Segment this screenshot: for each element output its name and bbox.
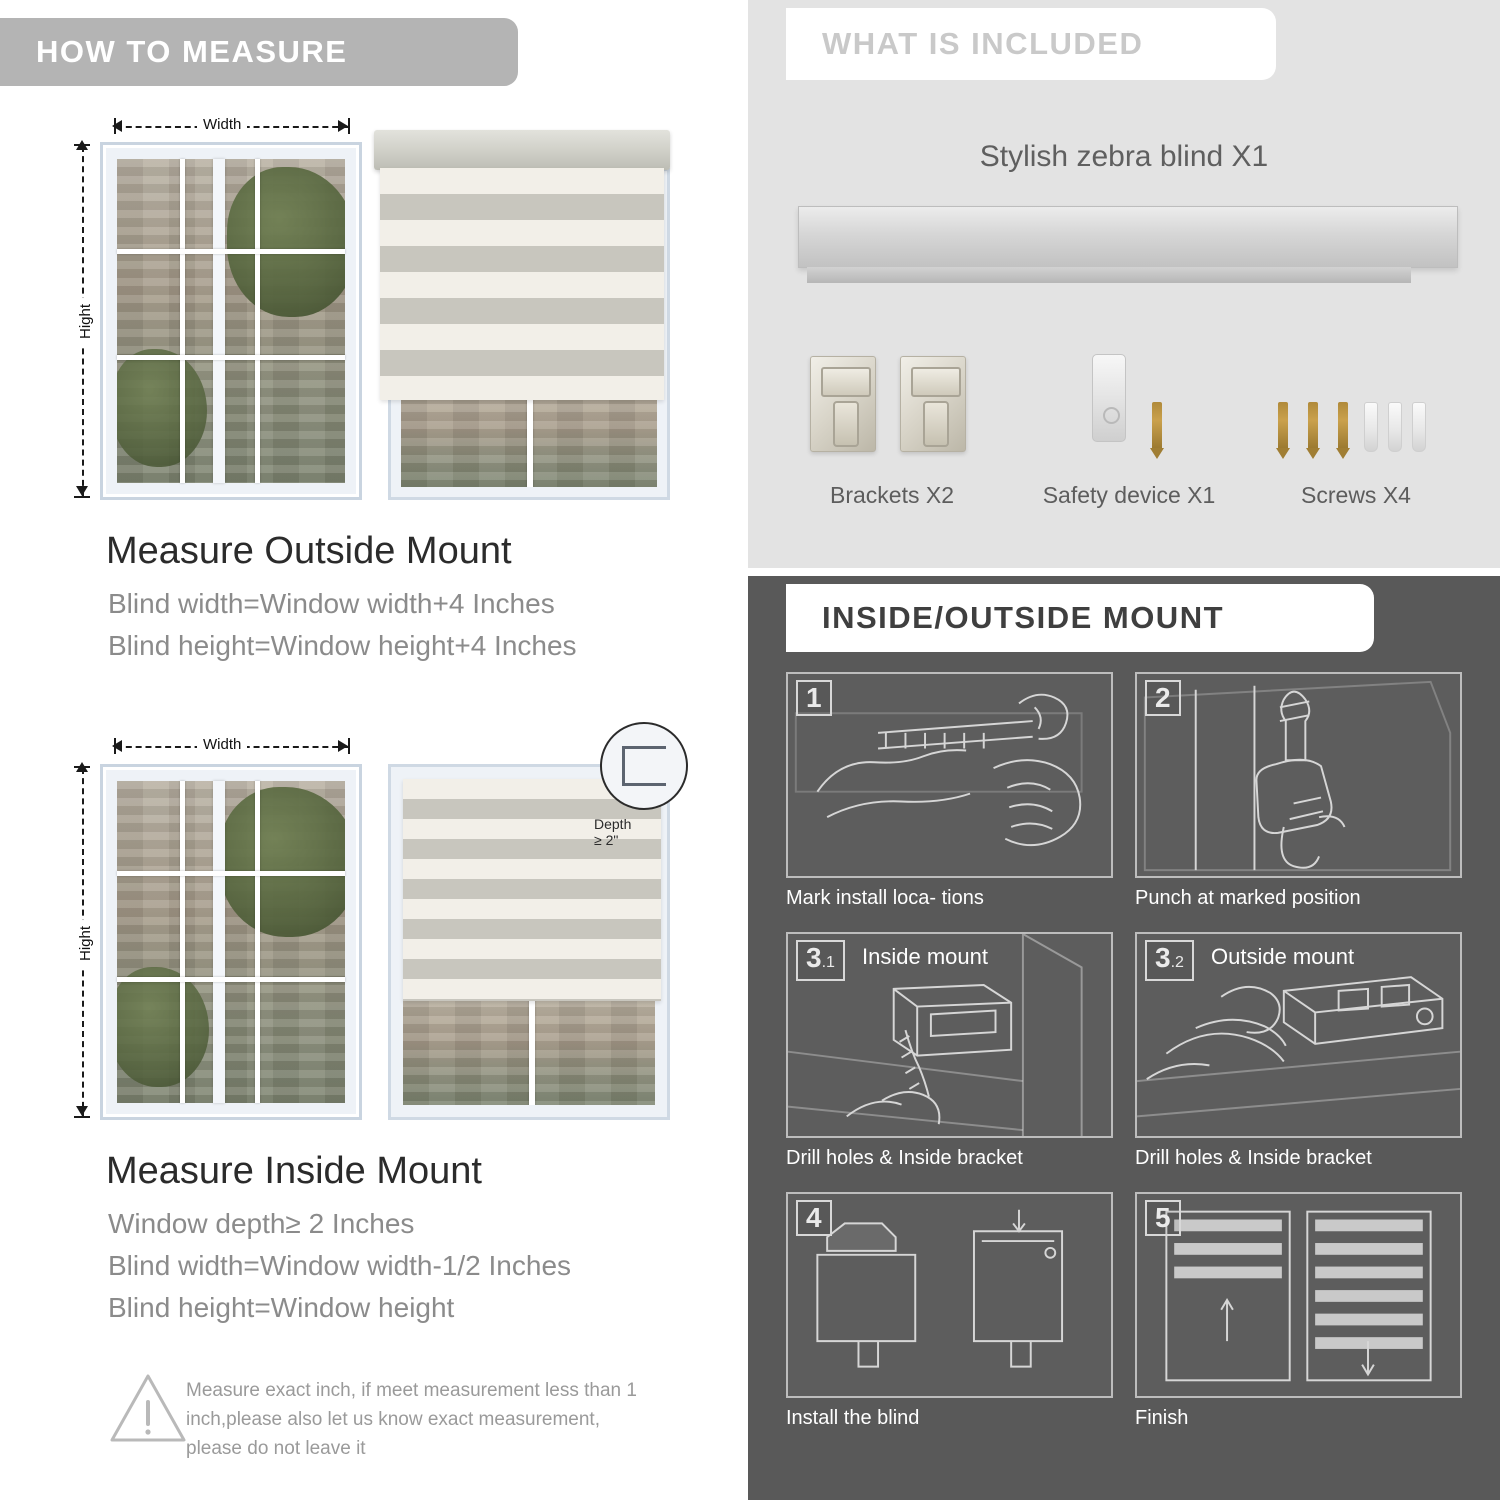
safety-device-label: Safety device X1 [1042, 482, 1216, 508]
step-3-1-caption: Drill holes & Inside bracket [786, 1147, 1023, 1169]
measure-tape-sketch-icon [788, 674, 1111, 876]
inside-mount-line-2: Blind width=Window width-1/2 Inches [108, 1250, 572, 1281]
step-5-number: 5 [1145, 1200, 1181, 1236]
warning-triangle-icon [108, 1368, 188, 1448]
step-3-2-inline-label: Outside mount [1211, 944, 1355, 969]
height-tick-bottom-2 [74, 1116, 90, 1118]
step-1-number: 1 [796, 680, 832, 716]
height-arrow-down-2 [76, 1106, 88, 1116]
tree-foliage [227, 167, 345, 317]
wall-anchor-1 [1364, 402, 1378, 452]
height-tick-bottom [74, 496, 90, 498]
tree-foliage [219, 787, 345, 937]
step-3-1-illustration [786, 932, 1113, 1138]
zebra-blind-fabric [380, 168, 664, 400]
blind-valance [374, 130, 670, 170]
warning-text: Measure exact inch, if meet measurement less than 1 inch,please also let us know exact measurement, please do not leave it [186, 1380, 637, 1459]
included-main-item-label: Stylish zebra blind X1 [979, 140, 1269, 173]
height-label-2: Hight [77, 920, 94, 967]
width-label-2: Width [197, 736, 247, 753]
install-step-3-2 [1135, 932, 1462, 1170]
installation-steps-grid [786, 672, 1462, 1430]
step-1-illustration [786, 672, 1113, 878]
blind-window-glass-2 [403, 999, 655, 1105]
blind-window-mullion-2 [529, 999, 535, 1105]
step-2-caption: Punch at marked position [1135, 887, 1361, 909]
zebra-blind-fabric-2 [403, 779, 661, 1001]
wall-anchor-3 [1412, 402, 1426, 452]
window-frame-2 [100, 764, 362, 1120]
outside-mount-line-1: Blind width=Window width+4 Inches [108, 588, 555, 619]
install-step-4 [786, 1192, 1113, 1430]
safety-device-part [1092, 354, 1126, 442]
bracket-part-1 [810, 356, 876, 452]
step-3-2-caption: Drill holes & Inside bracket [1135, 1147, 1372, 1169]
height-arrow-down [76, 486, 88, 496]
inside-mount-title: Measure Inside Mount [106, 1150, 482, 1192]
inside-mount-line-3: Blind height=Window height [108, 1292, 455, 1323]
depth-caption: Depth ≥ 2" [594, 816, 632, 848]
mullion-horizontal-2 [117, 355, 345, 360]
inside-outside-mount-section [748, 576, 1500, 1500]
window-frame [100, 142, 362, 500]
blind-window-glass [401, 387, 657, 487]
install-step-3-1 [786, 932, 1113, 1170]
depth-bracket-detail [622, 746, 666, 786]
mullion-horizontal-2 [117, 977, 345, 982]
outside-mount-title: Measure Outside Mount [106, 530, 512, 572]
step-5-caption: Finish [1135, 1407, 1189, 1429]
bracket-part-2 [900, 356, 966, 452]
width-label: Width [197, 116, 247, 133]
mullion-vertical-1 [180, 781, 185, 1103]
step-4-caption: Install the blind [786, 1407, 920, 1429]
width-arrow-right [338, 120, 348, 132]
mullion-horizontal-1 [117, 871, 345, 876]
what-is-included-section [748, 0, 1500, 568]
blind-window-mullion [527, 387, 533, 487]
what-is-included-header: WHAT IS INCLUDED [786, 8, 1276, 80]
height-tick-top [74, 144, 90, 146]
mullion-horizontal-1 [117, 249, 345, 254]
outside-mount-line-2: Blind height=Window height+4 Inches [108, 630, 577, 661]
height-tick-top-2 [74, 766, 90, 768]
safety-screw-part [1152, 402, 1162, 448]
window-glass-2 [117, 781, 345, 1103]
step-1-caption: Mark install loca- tions [786, 887, 984, 909]
height-label: Hight [77, 298, 94, 345]
step-4-number: 4 [796, 1200, 832, 1236]
width-tick-right [348, 118, 350, 134]
how-to-measure-section [0, 0, 740, 1500]
width-tick-left [114, 118, 116, 134]
width-arrow-right-2 [338, 740, 348, 752]
step-4-illustration [786, 1192, 1113, 1398]
width-tick-left-2 [114, 738, 116, 754]
mullion-vertical-1 [180, 159, 185, 483]
install-step-1 [786, 672, 1113, 910]
install-blind-sketch-icon [788, 1194, 1111, 1396]
how-to-measure-header: HOW TO MEASURE [0, 18, 518, 86]
width-tick-right-2 [348, 738, 350, 754]
mullion-vertical-2 [255, 159, 260, 483]
drill-sketch-icon [1137, 674, 1460, 876]
screw-2 [1308, 402, 1318, 448]
finished-blinds-sketch-icon [1137, 1194, 1460, 1396]
mullion-vertical-2 [255, 781, 260, 1103]
window-glass [117, 159, 345, 483]
warning-icon-wrap [108, 1368, 188, 1448]
install-step-5 [1135, 1192, 1462, 1430]
step-2-number: 2 [1145, 680, 1181, 716]
step-3-2-number: 3.2 [1145, 940, 1194, 981]
brackets-label: Brackets X2 [830, 482, 954, 508]
step-3-2-illustration [1135, 932, 1462, 1138]
step-3-1-number: 3.1 [796, 940, 845, 981]
screw-1 [1278, 402, 1288, 448]
wall-anchor-2 [1388, 402, 1402, 452]
inside-outside-mount-header: INSIDE/OUTSIDE MOUNT [786, 584, 1374, 652]
install-step-2 [1135, 672, 1462, 910]
inside-mount-line-1: Window depth≥ 2 Inches [108, 1208, 415, 1239]
screws-label: Screws X4 [1301, 482, 1411, 508]
screw-3 [1338, 402, 1348, 448]
step-5-illustration [1135, 1192, 1462, 1398]
step-2-illustration [1135, 672, 1462, 878]
sash-divider [213, 159, 225, 483]
zebra-blind-headrail-image [798, 206, 1458, 268]
step-3-1-inline-label: Inside mount [862, 944, 988, 969]
sash-divider [213, 781, 225, 1103]
